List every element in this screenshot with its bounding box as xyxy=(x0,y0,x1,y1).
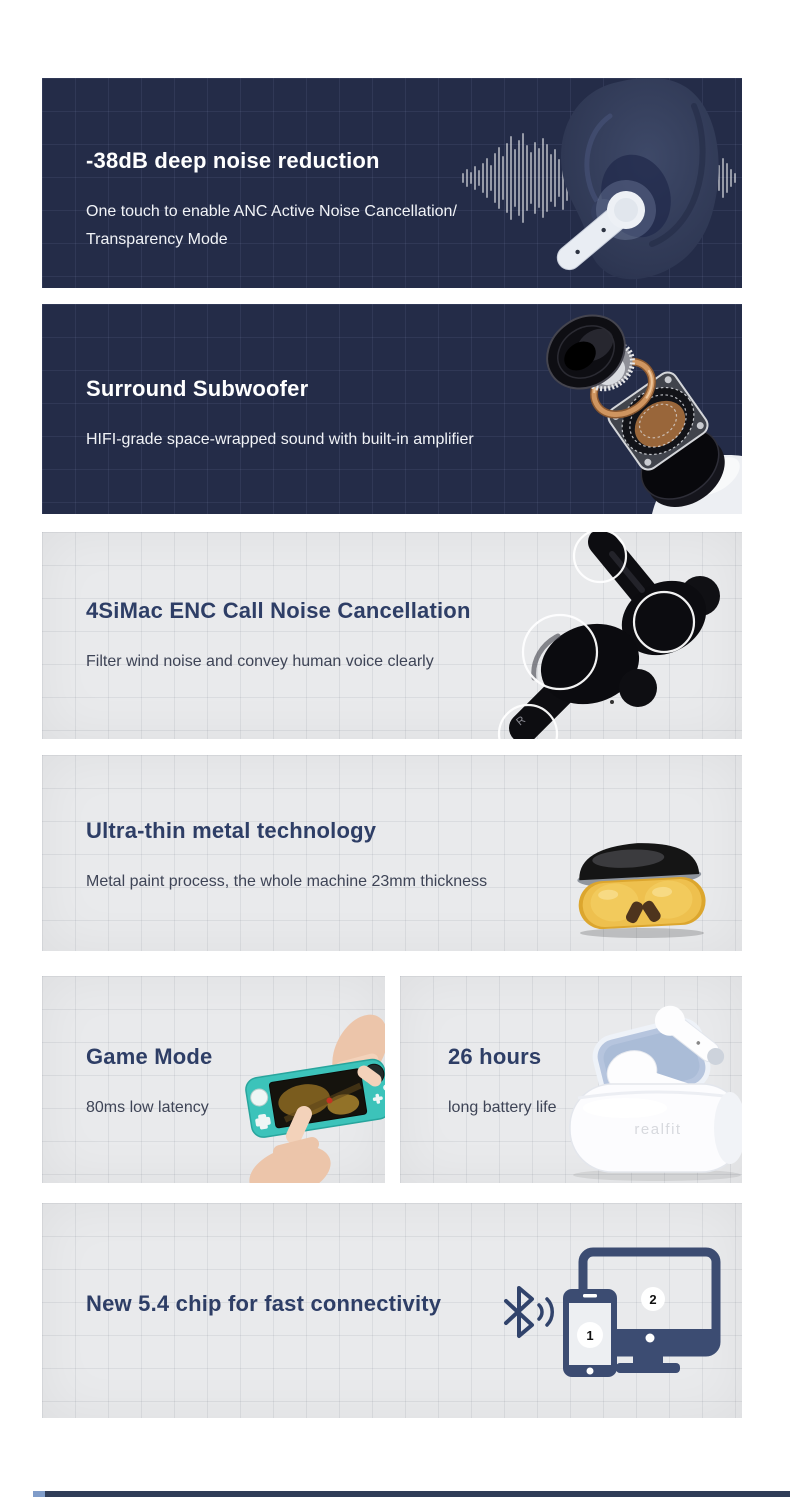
feature-subtitle: 80ms low latency xyxy=(86,1099,209,1116)
feature-subtitle: Metal paint process, the whole machine 23mm thickness xyxy=(86,873,488,890)
feature-title: Ultra-thin metal technology xyxy=(86,818,377,843)
feature-subtitle: HIFI-grade space-wrapped sound with built-in amplifier xyxy=(86,431,474,448)
banner-connectivity xyxy=(42,1203,742,1418)
earbud-r-marking: R xyxy=(514,713,529,729)
feature-title: 26 hours xyxy=(448,1044,542,1069)
banner-noise-reduction xyxy=(42,78,742,288)
banner-metal-technology xyxy=(42,755,742,951)
banner-game-mode xyxy=(42,976,385,1183)
feature-subtitle: long battery life xyxy=(448,1099,557,1116)
black-earbuds-image xyxy=(462,532,742,739)
feature-title: -38dB deep noise reduction xyxy=(86,148,380,173)
banner-subwoofer xyxy=(42,304,742,514)
feature-title: New 5.4 chip for fast connectivity xyxy=(86,1291,442,1316)
feature-title: 4SiMac ENC Call Noise Cancellation xyxy=(86,598,471,623)
feature-title: Game Mode xyxy=(86,1044,213,1069)
phone-badge: 1 xyxy=(586,1328,594,1343)
connected-devices-icon xyxy=(558,1245,742,1385)
yellow-earbuds-case-image xyxy=(572,831,722,939)
feature-subtitle-line2: Transparency Mode xyxy=(86,231,228,248)
monitor-badge: 2 xyxy=(649,1292,657,1307)
bottom-divider-bar xyxy=(33,1491,790,1497)
realfit-logo: realfit xyxy=(634,1121,682,1138)
speaker-driver-image xyxy=(512,304,742,514)
bluetooth-icon xyxy=(498,1285,558,1339)
feature-subtitle: Filter wind noise and convey human voice clearly xyxy=(86,653,434,670)
banner-call-noise-cancellation xyxy=(42,532,742,739)
banner-battery-life xyxy=(400,976,742,1183)
feature-title: Surround Subwoofer xyxy=(86,376,309,401)
feature-subtitle-line1: One touch to enable ANC Active Noise Cancellation/ xyxy=(86,203,457,220)
ear-with-earbud-image xyxy=(498,78,734,288)
